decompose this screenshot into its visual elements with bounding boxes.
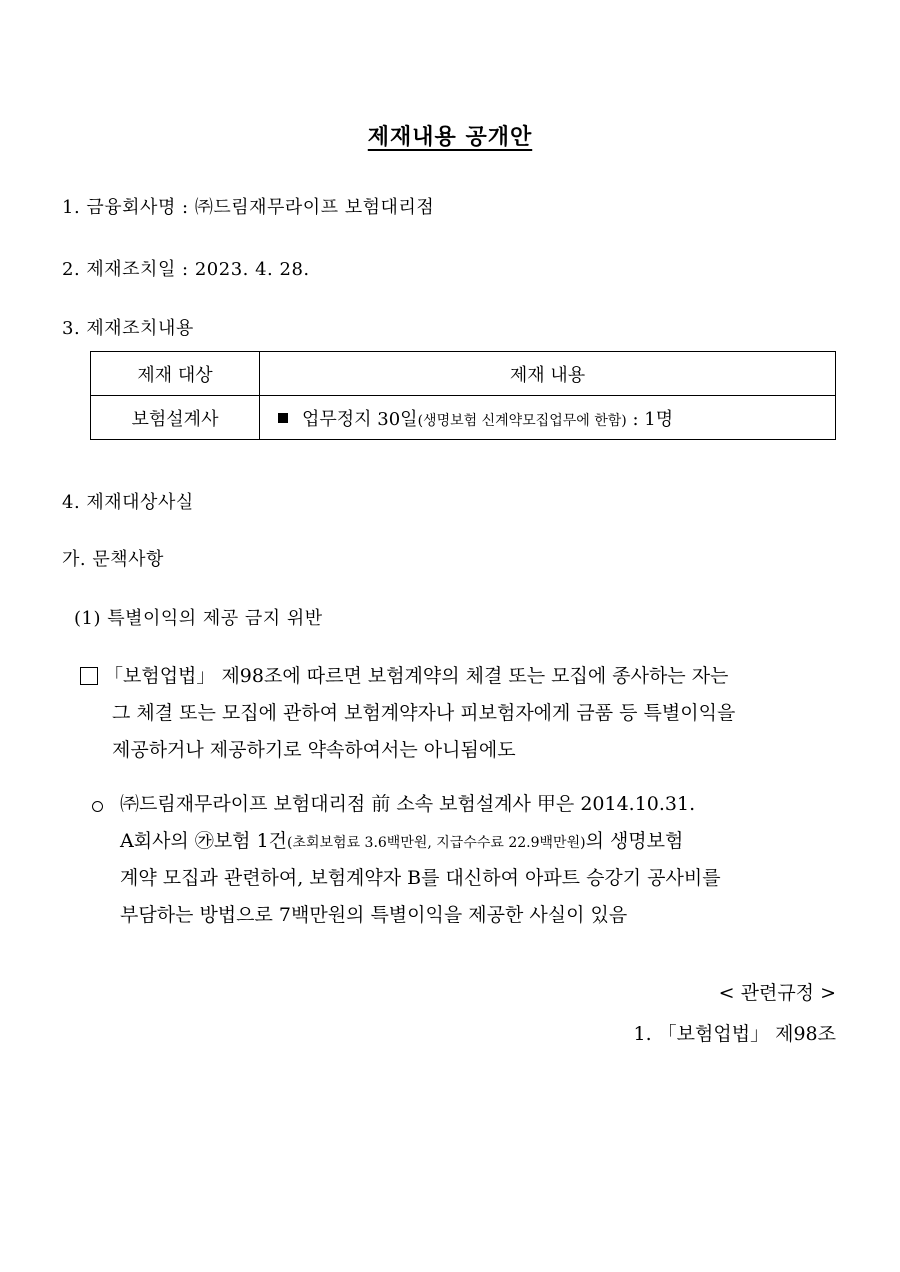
company-name-line: 1. 금융회사명 : ㈜드림재무라이프 보험대리점 (62, 197, 435, 218)
page-title: 제재내용 공개안 (367, 124, 533, 150)
fact-line-2-b: 의 생명보험 (585, 830, 684, 852)
table-header-row (91, 352, 836, 396)
cell-content-count: : 1명 (626, 408, 674, 430)
sanction-content-heading: 3. 제재조치내용 (62, 318, 194, 339)
fact-line-4: 부담하는 방법으로 7백만원의 특별이익을 제공한 사실이 있음 (120, 904, 628, 926)
checkbox-square-icon (80, 667, 98, 685)
facts-heading: 4. 제재대상사실 (62, 492, 194, 513)
sanction-date-line: 2. 제재조치일 : 2023. 4. 28. (62, 259, 310, 280)
paragraph-line-1: 「보험업법」 제98조에 따르면 보험계약의 체결 또는 모집에 종사하는 자는 (104, 665, 729, 687)
table-row (91, 396, 836, 440)
fact-line-2-note: (초회보험료 3.6백만원, 지급수수료 22.9백만원) (287, 835, 586, 851)
related-rules-heading: < 관련규정 > (718, 982, 836, 1004)
subsection-heading: 가. 문책사항 (62, 549, 164, 570)
fact-line-2-a: A회사의 ㉮보험 1건 (120, 830, 288, 852)
related-rule-item: 1. 「보험업법」 제98조 (633, 1023, 836, 1045)
header-content: 제재 내용 (260, 352, 836, 396)
square-bullet-icon (278, 413, 288, 423)
fact-line-2 (120, 823, 683, 862)
cell-content-note: (생명보험 신계약모집업무에 한함) (417, 412, 627, 429)
cell-content (260, 396, 836, 440)
sanction-table (90, 351, 836, 440)
paragraph-line-3: 제공하거나 제공하기로 약속하여서는 아니됨에도 (112, 739, 516, 761)
fact-line-1: ㈜드림재무라이프 보험대리점 前 소속 보험설계사 甲은 2014.10.31. (120, 793, 696, 815)
paragraph-line-2: 그 체결 또는 모집에 관하여 보험계약자나 피보험자에게 금품 등 특별이익을 (112, 702, 736, 724)
circle-bullet-icon (92, 801, 103, 812)
sub-item-heading: (1) 특별이익의 제공 금지 위반 (74, 608, 323, 629)
cell-target: 보험설계사 (91, 396, 260, 440)
fact-line-3: 계약 모집과 관련하여, 보험계약자 B를 대신하여 아파트 승강기 공사비를 (120, 867, 721, 889)
header-target: 제재 대상 (91, 352, 260, 396)
cell-content-main: 업무정지 30일 (302, 408, 418, 430)
